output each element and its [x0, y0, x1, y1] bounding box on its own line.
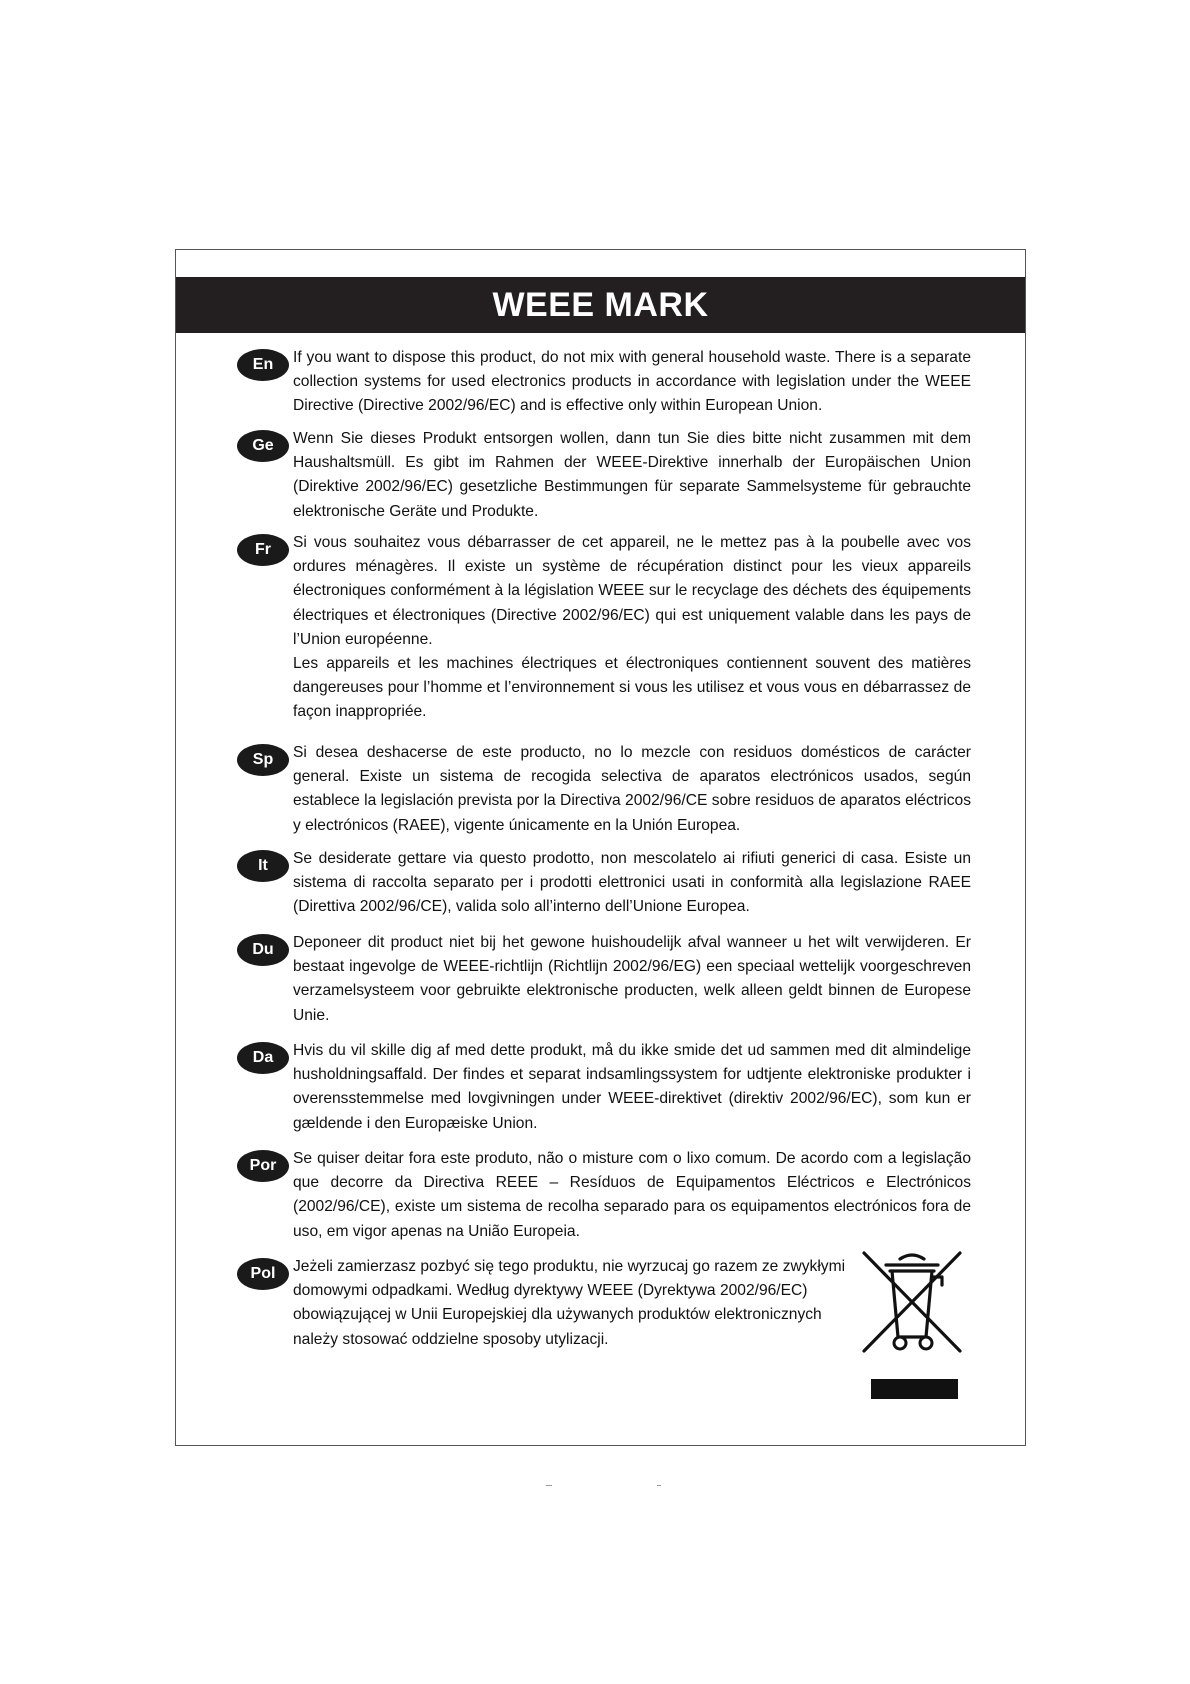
paragraph: Se quiser deitar fora este produto, não o misture com o lixo comum. De acordo com a legislação que decorre da Directiva REEE – Resíduos de Equipamentos Eléctricos e Electrónicos (2002/96/CE), existe um sistema de recolha separado para os equipamentos electrónicos fora de uso, em vigor apenas na União Europeia. [293, 1150, 971, 1240]
language-badge-it: It [237, 850, 289, 882]
divider [657, 1485, 661, 1486]
divider [546, 1485, 552, 1486]
paragraph: Si desea deshacerse de este producto, no lo mezcle con residuos domésticos de carácter general. Existe un sistema de recogida selectiva de aparatos electrónicos usados, según establece la legislación prevista por la Directiva 2002/96/CE sobre residuos de aparatos eléctricos y electrónicos (RAEE), vigente únicamente en la Unión Europea. [293, 744, 971, 834]
section-text-ge [293, 427, 971, 524]
language-badge-ge: Ge [237, 430, 289, 462]
language-badge-en: En [237, 349, 289, 381]
paragraph: Se desiderate gettare via questo prodotto, non mescolatelo ai rifiuti generici di casa. Esiste un sistema di raccolta separato per i prodotti elettronici usati in conformità alla legislazione RAEE (Direttiva 2002/96/CE), valida solo all’interno dell’Unione Europea. [293, 850, 971, 916]
section-text-por [293, 1147, 971, 1244]
section-text-it [293, 847, 971, 920]
language-badge-por: Por [237, 1150, 289, 1182]
section-text-fr [293, 531, 971, 725]
paragraph: Wenn Sie dieses Produkt entsorgen wollen, dann tun Sie dies bitte nicht zusammen mit dem Haushaltsmüll. Es gibt im Rahmen der WEEE-Direktive innerhalb der Europäischen Union (Direktive 2002/96/EC) gesetzliche Bestimmungen für separate Sammelsysteme für gebrauchte elektronische Geräte und Produkte. [293, 430, 971, 520]
crossed-out-wheelie-bin-icon [856, 1247, 968, 1359]
weee-document-frame [175, 249, 1026, 1446]
paragraph: If you want to dispose this product, do not mix with general household waste. There is a separate collection systems for used electronics products in accordance with legislation under the WEEE Directive (Directive 2002/96/EC) and is effective only within European Union. [293, 349, 971, 415]
paragraph: Deponeer dit product niet bij het gewone huishoudelijk afval wanneer u het wilt verwijderen. Er bestaat ingevolge de WEEE-richtlijn (Richtlijn 2002/96/EG) een speciaal wettelijk voorgeschreven verzamelsysteem voor gebruikte elektronische producten, welk alleen geldt binnen de Europese Unie. [293, 934, 971, 1024]
language-badge-du: Du [237, 934, 289, 966]
section-text-pol [293, 1255, 858, 1352]
paragraph: Jeżeli zamierzasz pozbyć się tego produktu, nie wyrzucaj go razem ze zwykłymi domowymi odpadkami. Według dyrektywy WEEE (Dyrektywa 2002/96/EC) obowiązującej w Unii Europejskiej dla używanych produktów elektronicznych należy stosować oddzielne sposoby utylizacji. [293, 1258, 846, 1348]
section-text-en [293, 346, 971, 419]
language-badge-sp: Sp [237, 744, 289, 776]
paragraph: Si vous souhaitez vous débarrasser de cet appareil, ne le mettez pas à la poubelle avec vos ordures ménagères. Il existe un système de récupération distinct pour les vieux appareils électroniques conformément à la législation WEEE sur le recyclage des déchets des équipements électriques et électroniques (Directive 2002/96/EC) qui est uniquement valable dans les pays de l’Union européenne. [293, 534, 971, 648]
paragraph: Hvis du vil skille dig af med dette produkt, må du ikke smide det ud sammen med dit almindelige husholdningsaffald. Der findes et separat indsamlingssystem for udtjente elektroniske produkter i overensstemmelse med lovgivningen under WEEE-direktivet (direktiv 2002/96/EC), som kun er gældende i den Europæiske Union. [293, 1042, 971, 1132]
page-title: WEEE MARK [176, 277, 1025, 333]
section-text-da [293, 1039, 971, 1136]
weee-black-bar [871, 1379, 958, 1399]
language-badge-pol: Pol [237, 1258, 289, 1290]
language-badge-da: Da [237, 1042, 289, 1074]
paragraph: Les appareils et les machines électriques et électroniques contiennent souvent des matières dangereuses pour l’homme et l’environnement si vous les utilisez et vous vous en débarrassez de façon inappropriée. [293, 655, 971, 721]
section-text-du [293, 931, 971, 1028]
section-text-sp [293, 741, 971, 838]
language-badge-fr: Fr [237, 534, 289, 566]
